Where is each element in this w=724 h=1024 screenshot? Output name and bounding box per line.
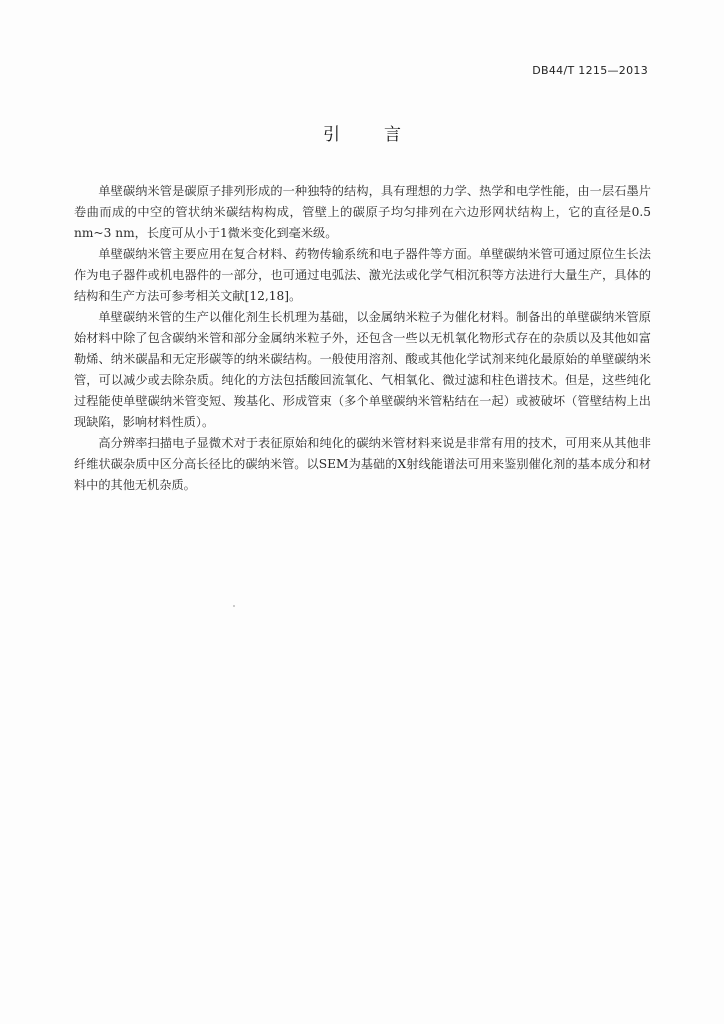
paragraph: 单壁碳纳米管的生产以催化剂生长机理为基础，以金属纳米粒子为催化材料。制备出的单壁碳纳米管原始材料中除了包含碳纳米管和部分金属纳米粒子外，还包含一些以无机氧化物形式存在的杂质以及其他如富勒烯、纳米碳晶和无定形碳等的纳米碳结构。一般使用溶剂、酸或其他化学试剂来纯化最原始的单壁碳纳米管，可以减少或去除杂质。纯化的方法包括酸回流氧化、气相氧化、微过滤和柱色谱技术。但是，这些纯化过程能使单壁碳纳米管变短、羧基化、形成管束（多个单壁碳纳米管粘结在一起）或被破坏（管壁结构上出现缺陷，影响材料性质）。 [74, 310, 651, 429]
scan-speck [233, 605, 235, 607]
body-text [74, 181, 651, 496]
paragraph: 高分辨率扫描电子显微术对于表征原始和纯化的碳纳米管材料来说是非常有用的技术，可用来从其他非纤维状碳杂质中区分高长径比的碳纳米管。以SEM为基础的X射线能谱法可用来鉴别催化剂的基本成分和材料中的其他无机杂质。 [74, 436, 651, 492]
paragraph: 单壁碳纳米管主要应用在复合材料、药物传输系统和电子器件等方面。单壁碳纳米管可通过原位生长法作为电子器件或机电器件的一部分，也可通过电弧法、激光法或化学气相沉积等方法进行大量生产，具体的结构和生产方法可参考相关文献[12,18]。 [74, 247, 651, 303]
standard-number-header: DB44/T 1215—2013 [532, 64, 648, 77]
section-title: 引言 [323, 125, 445, 145]
paragraph: 单壁碳纳米管是碳原子排列形成的一种独特的结构，具有理想的力学、热学和电学性能，由一层石墨片卷曲而成的中空的管状纳米碳结构构成，管壁上的碳原子均匀排列在六边形网状结构上，它的直径是0.5 nm~3 nm，长度可从小于1微米变化到毫米级。 [74, 184, 651, 240]
